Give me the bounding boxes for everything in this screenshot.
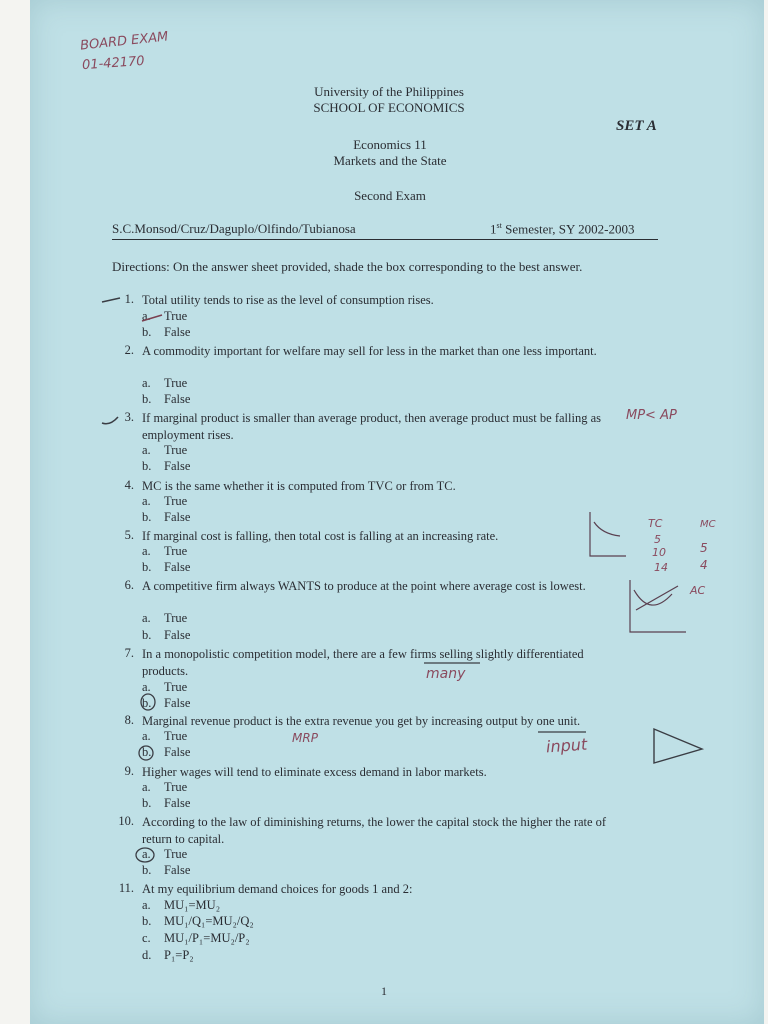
answer-option <box>142 544 187 559</box>
semester-text: Semester, SY 2002-2003 <box>501 221 635 237</box>
q7-circle-mark <box>140 693 160 713</box>
question-text: A commodity important for welfare may sell for less in the market than one less important. <box>142 344 597 358</box>
question-number: 2. <box>124 343 134 357</box>
handwritten-code: 01-42170 <box>81 53 146 74</box>
note-ac: AC <box>690 584 706 597</box>
page-number: 1 <box>381 984 387 998</box>
option-letter: b. <box>142 510 152 524</box>
answer-option <box>142 560 190 575</box>
answer-option <box>142 914 254 929</box>
option-letter: b. <box>142 745 152 759</box>
course-title: Markets and the State <box>333 153 447 168</box>
option-text: False <box>164 745 191 759</box>
option-text: False <box>164 325 191 339</box>
directions: Directions: On the answer sheet provided, shade the box corresponding to the best answer. <box>112 259 583 274</box>
question-number: 1. <box>124 292 134 306</box>
course-code: Economics 11 <box>353 137 427 152</box>
option-letter: a. <box>142 443 151 457</box>
option-letter: b. <box>142 325 152 339</box>
note-input: input <box>545 734 588 757</box>
option-text: True <box>164 443 188 457</box>
semester <box>490 221 634 237</box>
option-text: False <box>164 459 191 473</box>
note-mp-ap: MP< AP <box>626 408 677 423</box>
question-number: 9. <box>124 764 134 778</box>
option-text: False <box>164 510 191 524</box>
answer-option <box>142 443 187 458</box>
option-text: MU₁=MU₂ <box>164 898 221 912</box>
question-number: 6. <box>124 578 134 592</box>
question-number: 10. <box>118 814 134 828</box>
option-text: P₁=P₂ <box>164 948 194 962</box>
school-name: SCHOOL OF ECONOMICS <box>313 100 465 115</box>
option-letter: a. <box>142 680 151 694</box>
option-letter: b. <box>142 863 152 877</box>
question-text: According to the law of diminishing returns, the lower the capital stock the higher the rate of return to capital. <box>142 815 607 846</box>
note-mc-value-1: 5 <box>700 541 708 555</box>
question-number: 5. <box>124 528 134 542</box>
answer-option <box>142 459 190 474</box>
option-text: True <box>164 729 188 743</box>
option-letter: c. <box>142 931 151 945</box>
q6-ac-sketch <box>626 580 688 636</box>
note-tc-value-3: 14 <box>654 561 668 574</box>
answer-option <box>142 494 187 509</box>
option-letter: a. <box>142 376 151 390</box>
option-letter: a. <box>142 544 151 558</box>
q5-tc-sketch <box>588 512 628 560</box>
option-letter: a. <box>142 780 151 794</box>
q10-circle-mark <box>134 846 158 866</box>
option-text: False <box>164 696 191 710</box>
option-text: True <box>164 611 188 625</box>
option-letter: b. <box>142 560 152 574</box>
q1-strike-mark <box>140 311 170 325</box>
option-letter: b. <box>142 796 152 810</box>
option-text: True <box>164 680 188 694</box>
question-number: 8. <box>124 713 134 727</box>
q8-triangle-sketch <box>652 727 706 767</box>
option-text: True <box>164 309 188 323</box>
question-text: Marginal revenue product is the extra revenue you get by increasing output by one unit. <box>142 714 581 728</box>
authors: S.C.Monsod/Cruz/Daguplo/Olfindo/Tubianosa <box>112 221 356 236</box>
option-text: True <box>164 494 188 508</box>
option-letter: a. <box>142 611 151 625</box>
answer-option <box>142 628 190 643</box>
answer-option <box>142 510 190 525</box>
note-tc-header: TC <box>648 517 663 530</box>
answer-option <box>142 948 194 963</box>
handwritten-board-exam: BOARD EXAM <box>79 29 169 54</box>
question-number: 4. <box>124 478 134 492</box>
answer-option <box>142 376 187 391</box>
university-name: University of the Philippines <box>314 84 464 99</box>
option-text: False <box>164 628 191 642</box>
option-text: False <box>164 392 191 406</box>
header-rule <box>112 239 658 240</box>
option-letter: b. <box>142 696 152 710</box>
note-mc-header: MC <box>700 519 716 530</box>
note-tc-value-1: 5 <box>654 533 661 546</box>
answer-option <box>142 898 220 913</box>
question-number: 7. <box>124 646 134 660</box>
option-text: False <box>164 560 191 574</box>
exam-set-label: SET A <box>616 118 657 134</box>
option-text: False <box>164 863 191 877</box>
question-text: MC is the same whether it is computed from TVC or from TC. <box>142 479 456 493</box>
question-number: 3. <box>124 410 134 424</box>
question-text: If marginal cost is falling, then total cost is falling at an increasing rate. <box>142 529 499 543</box>
option-text: MU₁/P₁=MU₂/P₂ <box>164 931 250 945</box>
question-text: Total utility tends to rise as the level of consumption rises. <box>142 293 434 307</box>
answer-option <box>142 729 187 744</box>
option-letter: a. <box>142 309 151 323</box>
q1-check-mark <box>100 294 130 306</box>
answer-option <box>142 796 190 811</box>
option-letter: d. <box>142 948 152 962</box>
option-letter: b. <box>142 628 152 642</box>
note-mc-value-2: 4 <box>700 558 708 572</box>
question-text: Higher wages will tend to eliminate excess demand in labor markets. <box>142 765 487 779</box>
option-text: True <box>164 847 188 861</box>
note-many: many <box>426 666 466 682</box>
question-text: If marginal product is smaller than average product, then average product must be falling as employment rises. <box>142 411 601 442</box>
option-letter: a. <box>142 898 151 912</box>
option-text: False <box>164 796 191 810</box>
question-number: 11. <box>118 881 134 895</box>
option-text: True <box>164 780 188 794</box>
exam-name: Second Exam <box>354 188 426 203</box>
q3-check-mark <box>100 414 124 428</box>
option-letter: b. <box>142 392 152 406</box>
option-letter: b. <box>142 459 152 473</box>
answer-option <box>142 780 187 795</box>
question-text: At my equilibrium demand choices for goods 1 and 2: <box>142 882 413 896</box>
option-letter: b. <box>142 914 152 928</box>
q8-circle-mark <box>138 744 158 764</box>
question-text: In a monopolistic competition model, there are a few firms selling slightly differentiated products. <box>142 647 584 678</box>
option-letter: a. <box>142 729 151 743</box>
option-letter: a. <box>142 494 151 508</box>
answer-option <box>142 611 187 626</box>
option-text: True <box>164 544 188 558</box>
answer-option <box>142 931 250 946</box>
option-text: True <box>164 376 188 390</box>
answer-option <box>142 325 190 340</box>
note-mrp: MRP <box>292 731 318 745</box>
answer-option <box>142 392 190 407</box>
semester-suffix: st <box>496 221 502 230</box>
semester-number: 1 <box>490 221 497 237</box>
note-tc-value-2: 10 <box>652 546 666 559</box>
question-text: A competitive firm always WANTS to produce at the point where average cost is lowest. <box>142 579 586 593</box>
option-letter: a. <box>142 847 151 861</box>
option-text: MU₁/Q₁=MU₂/Q₂ <box>164 914 254 928</box>
